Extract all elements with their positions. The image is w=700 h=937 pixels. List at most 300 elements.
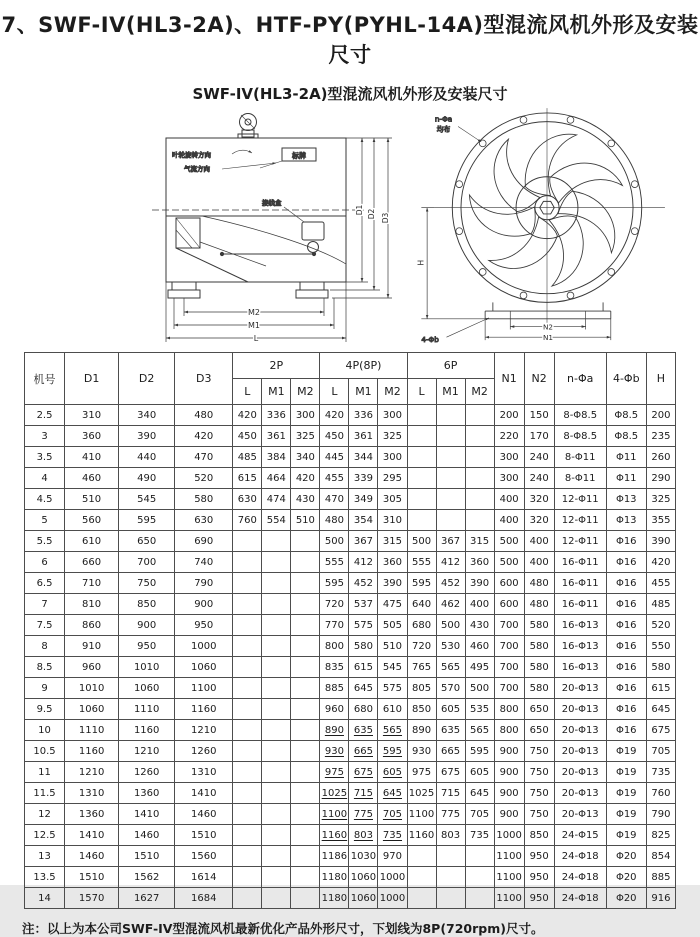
table-cell bbox=[262, 594, 291, 615]
table-cell: 8-Φ8.5 bbox=[554, 426, 606, 447]
table-cell: 1260 bbox=[175, 741, 233, 762]
motor-assembly bbox=[166, 216, 346, 282]
table-cell: Φ19 bbox=[606, 783, 646, 804]
table-row bbox=[25, 552, 676, 573]
table-cell bbox=[233, 762, 262, 783]
table-cell: 3.5 bbox=[25, 447, 65, 468]
table-cell: 690 bbox=[175, 531, 233, 552]
flange-holes-leader bbox=[458, 126, 481, 141]
col-group-2p: 2P bbox=[233, 353, 320, 379]
table-cell: 595 bbox=[119, 510, 175, 531]
dim-d2-label: D2 bbox=[367, 208, 376, 220]
table-cell bbox=[262, 552, 291, 573]
table-cell: 750 bbox=[524, 741, 554, 762]
table-cell: 4.5 bbox=[25, 489, 65, 510]
table-cell: 545 bbox=[378, 657, 407, 678]
table-cell: 1010 bbox=[65, 678, 119, 699]
table-cell bbox=[262, 573, 291, 594]
table-cell: 550 bbox=[646, 636, 675, 657]
table-cell: 930 bbox=[320, 741, 349, 762]
table-cell: 325 bbox=[291, 426, 320, 447]
table-cell: 700 bbox=[494, 615, 524, 636]
table-cell: 800 bbox=[494, 720, 524, 741]
table-cell: 1060 bbox=[175, 657, 233, 678]
table-cell bbox=[291, 846, 320, 867]
page-subtitle: SWF-IV(HL3-2A)型混流风机外形及安装尺寸 bbox=[192, 85, 508, 103]
table-row bbox=[25, 489, 676, 510]
dim-n2-label: N2 bbox=[542, 322, 553, 332]
table-cell: 700 bbox=[119, 552, 175, 573]
table-cell: 400 bbox=[494, 510, 524, 531]
table-cell: 930 bbox=[407, 741, 436, 762]
table-cell: 595 bbox=[465, 741, 494, 762]
table-cell: 150 bbox=[524, 405, 554, 426]
table-cell: 910 bbox=[65, 636, 119, 657]
table-cell: 410 bbox=[65, 447, 119, 468]
table-cell: 6.5 bbox=[25, 573, 65, 594]
table-cell: 8-Φ8.5 bbox=[554, 405, 606, 426]
table-cell: 705 bbox=[646, 741, 675, 762]
table-cell: 510 bbox=[378, 636, 407, 657]
base-dimensions bbox=[485, 311, 611, 342]
table-cell: 390 bbox=[646, 531, 675, 552]
table-cell: 24-Φ18 bbox=[554, 867, 606, 888]
table-cell: 760 bbox=[233, 510, 262, 531]
bottom-dimensions bbox=[166, 282, 346, 343]
table-cell: 1060 bbox=[119, 678, 175, 699]
table-cell bbox=[291, 531, 320, 552]
table-cell: 645 bbox=[349, 678, 378, 699]
table-cell: 580 bbox=[646, 657, 675, 678]
table-cell: 1410 bbox=[175, 783, 233, 804]
table-cell: 1260 bbox=[119, 762, 175, 783]
table-cell: 645 bbox=[646, 699, 675, 720]
dim-d3-label: D3 bbox=[381, 212, 390, 224]
table-cell: 16-Φ13 bbox=[554, 657, 606, 678]
table-cell: 6 bbox=[25, 552, 65, 573]
table-cell: 355 bbox=[646, 510, 675, 531]
table-row bbox=[25, 867, 676, 888]
table-cell bbox=[262, 636, 291, 657]
table-cell: 12 bbox=[25, 804, 65, 825]
table-row bbox=[25, 594, 676, 615]
table-cell: 485 bbox=[233, 447, 262, 468]
table-cell bbox=[262, 846, 291, 867]
table-cell: 1560 bbox=[175, 846, 233, 867]
table-cell: 610 bbox=[65, 531, 119, 552]
table-cell: 20-Φ13 bbox=[554, 741, 606, 762]
table-cell: 430 bbox=[291, 489, 320, 510]
table-cell: 1570 bbox=[65, 888, 119, 909]
table-cell: 850 bbox=[524, 825, 554, 846]
table-cell: 970 bbox=[378, 846, 407, 867]
table-cell: 320 bbox=[524, 489, 554, 510]
table-cell: 1100 bbox=[175, 678, 233, 699]
table-cell: 10.5 bbox=[25, 741, 65, 762]
table-cell: 310 bbox=[65, 405, 119, 426]
table-cell: 8-Φ11 bbox=[554, 468, 606, 489]
table-cell: 480 bbox=[524, 594, 554, 615]
table-cell: 420 bbox=[320, 405, 349, 426]
table-cell: 916 bbox=[646, 888, 675, 909]
table-cell bbox=[436, 447, 465, 468]
table-cell: 354 bbox=[349, 510, 378, 531]
table-cell: 295 bbox=[378, 468, 407, 489]
table-cell bbox=[262, 867, 291, 888]
table-cell: 750 bbox=[524, 783, 554, 804]
table-row bbox=[25, 888, 676, 909]
table-cell bbox=[407, 888, 436, 909]
table-cell: 1025 bbox=[320, 783, 349, 804]
table-cell: 361 bbox=[349, 426, 378, 447]
table-cell bbox=[291, 552, 320, 573]
table-cell: 520 bbox=[646, 615, 675, 636]
table-cell: 450 bbox=[233, 426, 262, 447]
table-cell: 420 bbox=[291, 468, 320, 489]
table-cell bbox=[436, 468, 465, 489]
table-cell: 500 bbox=[407, 531, 436, 552]
table-cell bbox=[407, 468, 436, 489]
table-cell: 320 bbox=[524, 510, 554, 531]
table-cell: 715 bbox=[349, 783, 378, 804]
table-row bbox=[25, 636, 676, 657]
table-cell: 810 bbox=[65, 594, 119, 615]
table-row bbox=[25, 531, 676, 552]
table-row bbox=[25, 573, 676, 594]
table-cell: 500 bbox=[436, 615, 465, 636]
table-cell: Φ16 bbox=[606, 636, 646, 657]
dim-h-label: H bbox=[416, 259, 426, 266]
diameter-dimensions bbox=[330, 138, 392, 298]
table-cell: 495 bbox=[465, 657, 494, 678]
table-cell: 315 bbox=[465, 531, 494, 552]
table-cell: 462 bbox=[436, 594, 465, 615]
table-cell bbox=[291, 594, 320, 615]
table-cell: 720 bbox=[407, 636, 436, 657]
table-cell bbox=[291, 741, 320, 762]
height-dimension bbox=[416, 208, 485, 319]
table-cell: 565 bbox=[378, 720, 407, 741]
table-cell: Φ8.5 bbox=[606, 426, 646, 447]
dim-m1-label: M1 bbox=[248, 321, 260, 330]
table-cell: 1684 bbox=[175, 888, 233, 909]
table-cell bbox=[436, 426, 465, 447]
table-cell: 1010 bbox=[119, 657, 175, 678]
table-cell: 200 bbox=[646, 405, 675, 426]
table-cell bbox=[233, 825, 262, 846]
subcol-4p-m2: M2 bbox=[378, 379, 407, 405]
dim-l-label: L bbox=[253, 334, 259, 343]
table-cell: 1100 bbox=[494, 846, 524, 867]
table-cell: 615 bbox=[349, 657, 378, 678]
table-cell: 340 bbox=[119, 405, 175, 426]
flange-holes-note: 均布 bbox=[436, 125, 451, 134]
table-cell bbox=[233, 573, 262, 594]
table-cell: 384 bbox=[262, 447, 291, 468]
table-cell: 605 bbox=[378, 762, 407, 783]
table-cell bbox=[262, 531, 291, 552]
table-cell: 1410 bbox=[65, 825, 119, 846]
table-row bbox=[25, 657, 676, 678]
table-cell: Φ20 bbox=[606, 888, 646, 909]
table-cell: 580 bbox=[524, 657, 554, 678]
table-cell bbox=[233, 867, 262, 888]
table-cell: 680 bbox=[349, 699, 378, 720]
fan-table-body bbox=[25, 405, 676, 909]
table-row bbox=[25, 447, 676, 468]
table-cell: 900 bbox=[119, 615, 175, 636]
table-cell bbox=[262, 678, 291, 699]
table-cell: 580 bbox=[524, 636, 554, 657]
table-cell: 485 bbox=[646, 594, 675, 615]
table-cell: 605 bbox=[436, 699, 465, 720]
col-header-n-phi-a: n-Φa bbox=[554, 353, 606, 405]
table-cell: 790 bbox=[175, 573, 233, 594]
table-cell: 710 bbox=[65, 573, 119, 594]
dimension-table bbox=[24, 352, 676, 909]
table-cell: 1310 bbox=[175, 762, 233, 783]
table-cell bbox=[436, 510, 465, 531]
table-cell: 575 bbox=[378, 678, 407, 699]
table-cell bbox=[291, 888, 320, 909]
table-cell: 16-Φ11 bbox=[554, 594, 606, 615]
table-row bbox=[25, 678, 676, 699]
table-cell: 475 bbox=[378, 594, 407, 615]
table-cell: 1160 bbox=[175, 699, 233, 720]
table-cell: 500 bbox=[320, 531, 349, 552]
table-cell: 700 bbox=[494, 636, 524, 657]
table-cell: 720 bbox=[320, 594, 349, 615]
table-cell: 640 bbox=[407, 594, 436, 615]
table-cell: 12-Φ11 bbox=[554, 489, 606, 510]
table-cell: 900 bbox=[494, 783, 524, 804]
table-cell: 665 bbox=[436, 741, 465, 762]
table-cell: 470 bbox=[175, 447, 233, 468]
table-cell bbox=[291, 678, 320, 699]
table-cell: 1025 bbox=[407, 783, 436, 804]
table-cell: 300 bbox=[378, 447, 407, 468]
table-cell: 1000 bbox=[378, 888, 407, 909]
table-cell: 412 bbox=[349, 552, 378, 573]
table-cell: 11.5 bbox=[25, 783, 65, 804]
table-cell: 975 bbox=[407, 762, 436, 783]
table-cell: 530 bbox=[436, 636, 465, 657]
subcol-4p-m1: M1 bbox=[349, 379, 378, 405]
table-cell: 480 bbox=[524, 573, 554, 594]
table-cell: 595 bbox=[407, 573, 436, 594]
table-cell: 1100 bbox=[407, 804, 436, 825]
table-cell: 1060 bbox=[349, 867, 378, 888]
table-cell: 800 bbox=[320, 636, 349, 657]
table-row bbox=[25, 615, 676, 636]
table-cell: 1060 bbox=[349, 888, 378, 909]
table-cell: 760 bbox=[646, 783, 675, 804]
subcol-2p-m1: M1 bbox=[262, 379, 291, 405]
table-cell: 474 bbox=[262, 489, 291, 510]
table-cell: Φ20 bbox=[606, 846, 646, 867]
table-cell: 1360 bbox=[119, 783, 175, 804]
table-cell: 595 bbox=[320, 573, 349, 594]
table-cell: 595 bbox=[378, 741, 407, 762]
table-cell: 950 bbox=[175, 615, 233, 636]
table-cell: 500 bbox=[494, 531, 524, 552]
table-cell: Φ13 bbox=[606, 489, 646, 510]
table-cell: 339 bbox=[349, 468, 378, 489]
table-cell: 240 bbox=[524, 447, 554, 468]
table-cell: 675 bbox=[646, 720, 675, 741]
table-cell: 20-Φ13 bbox=[554, 720, 606, 741]
table-cell bbox=[291, 825, 320, 846]
table-cell bbox=[436, 867, 465, 888]
table-cell: 850 bbox=[119, 594, 175, 615]
col-header-machine: 机号 bbox=[25, 353, 65, 405]
table-cell: 1160 bbox=[407, 825, 436, 846]
table-cell bbox=[233, 699, 262, 720]
table-cell: 630 bbox=[175, 510, 233, 531]
junction-box bbox=[302, 222, 324, 253]
table-cell: Φ16 bbox=[606, 573, 646, 594]
table-cell: 455 bbox=[320, 468, 349, 489]
table-row bbox=[25, 699, 676, 720]
table-cell: Φ16 bbox=[606, 699, 646, 720]
table-row bbox=[25, 804, 676, 825]
col-header-d1: D1 bbox=[65, 353, 119, 405]
table-cell: Φ19 bbox=[606, 762, 646, 783]
table-cell bbox=[465, 405, 494, 426]
table-cell: 450 bbox=[320, 426, 349, 447]
table-cell: 960 bbox=[65, 657, 119, 678]
table-cell: 430 bbox=[465, 615, 494, 636]
table-cell: 400 bbox=[494, 489, 524, 510]
table-cell: 775 bbox=[349, 804, 378, 825]
impeller-blades bbox=[460, 121, 629, 291]
table-cell: 440 bbox=[119, 447, 175, 468]
table-cell: 420 bbox=[175, 426, 233, 447]
table-cell: 452 bbox=[436, 573, 465, 594]
table-cell: 560 bbox=[65, 510, 119, 531]
col-header-4-phi-b: 4-Φb bbox=[606, 353, 646, 405]
table-row bbox=[25, 762, 676, 783]
table-cell: 445 bbox=[320, 447, 349, 468]
table-cell: Φ16 bbox=[606, 615, 646, 636]
table-cell: 1160 bbox=[320, 825, 349, 846]
table-cell: 452 bbox=[349, 573, 378, 594]
table-cell bbox=[407, 426, 436, 447]
table-cell: 575 bbox=[349, 615, 378, 636]
junction-box-leader bbox=[284, 207, 304, 222]
base-holes-leader bbox=[446, 318, 489, 337]
table-cell: 735 bbox=[646, 762, 675, 783]
base-holes-label: 4-Φb bbox=[421, 335, 439, 345]
col-group-4p8p: 4P(8P) bbox=[320, 353, 407, 379]
table-cell: 367 bbox=[349, 531, 378, 552]
table-cell: 24-Φ18 bbox=[554, 846, 606, 867]
table-cell: 565 bbox=[436, 657, 465, 678]
table-cell: Φ19 bbox=[606, 825, 646, 846]
table-cell: 1000 bbox=[175, 636, 233, 657]
table-cell: 220 bbox=[494, 426, 524, 447]
table-cell: 660 bbox=[65, 552, 119, 573]
table-cell: 260 bbox=[646, 447, 675, 468]
table-cell: 1627 bbox=[119, 888, 175, 909]
table-cell: 361 bbox=[262, 426, 291, 447]
table-row bbox=[25, 510, 676, 531]
table-cell: 750 bbox=[119, 573, 175, 594]
footnote: 注：以上为本公司SWF-IV型混流风机最新优化产品外形尺寸，下划线为8P(720rpm)尺寸。 bbox=[22, 921, 544, 936]
table-cell: 1510 bbox=[65, 867, 119, 888]
table-cell: 16-Φ13 bbox=[554, 636, 606, 657]
table-cell bbox=[262, 825, 291, 846]
table-cell: 800 bbox=[494, 699, 524, 720]
table-cell: 16-Φ11 bbox=[554, 573, 606, 594]
table-cell: 860 bbox=[65, 615, 119, 636]
table-cell: 650 bbox=[119, 531, 175, 552]
table-cell: 960 bbox=[320, 699, 349, 720]
table-cell: 1160 bbox=[65, 741, 119, 762]
table-cell bbox=[233, 615, 262, 636]
table-cell: 20-Φ13 bbox=[554, 804, 606, 825]
eyebolt-icon bbox=[240, 114, 257, 138]
table-cell: 750 bbox=[524, 762, 554, 783]
table-cell bbox=[233, 636, 262, 657]
table-cell: 1614 bbox=[175, 867, 233, 888]
table-cell: 9.5 bbox=[25, 699, 65, 720]
table-cell bbox=[465, 489, 494, 510]
table-cell: 900 bbox=[494, 804, 524, 825]
table-cell bbox=[407, 447, 436, 468]
table-cell bbox=[436, 846, 465, 867]
table-cell: 580 bbox=[349, 636, 378, 657]
table-cell bbox=[407, 405, 436, 426]
flange-holes-label: n-Φa bbox=[434, 114, 453, 124]
table-cell: 349 bbox=[349, 489, 378, 510]
table-cell: 630 bbox=[233, 489, 262, 510]
table-cell: 24-Φ15 bbox=[554, 825, 606, 846]
subcol-6p-m2: M2 bbox=[465, 379, 494, 405]
table-cell: 300 bbox=[378, 405, 407, 426]
table-cell bbox=[233, 846, 262, 867]
table-cell bbox=[407, 846, 436, 867]
table-cell: 1210 bbox=[175, 720, 233, 741]
table-cell: 13 bbox=[25, 846, 65, 867]
table-cell: 885 bbox=[646, 867, 675, 888]
table-cell: Φ16 bbox=[606, 678, 646, 699]
table-cell: 1000 bbox=[378, 867, 407, 888]
table-row bbox=[25, 720, 676, 741]
table-cell: 950 bbox=[524, 867, 554, 888]
table-cell: 460 bbox=[465, 636, 494, 657]
table-cell: 555 bbox=[320, 552, 349, 573]
table-cell bbox=[291, 720, 320, 741]
table-cell: 890 bbox=[407, 720, 436, 741]
table-cell: 885 bbox=[320, 678, 349, 699]
junction-box-label: 接线盒 bbox=[262, 199, 282, 207]
rotation-direction-label: 叶轮旋转方向 bbox=[172, 151, 211, 159]
base-pedestal bbox=[485, 302, 611, 318]
table-cell: 336 bbox=[349, 405, 378, 426]
table-cell: 1110 bbox=[65, 720, 119, 741]
table-cell bbox=[262, 762, 291, 783]
table-cell: 854 bbox=[646, 846, 675, 867]
table-cell: 7 bbox=[25, 594, 65, 615]
table-cell: 1180 bbox=[320, 867, 349, 888]
table-cell bbox=[465, 447, 494, 468]
table-cell: 400 bbox=[524, 531, 554, 552]
table-cell: 900 bbox=[494, 741, 524, 762]
table-cell: 400 bbox=[524, 552, 554, 573]
table-cell: 510 bbox=[291, 510, 320, 531]
table-cell bbox=[291, 804, 320, 825]
